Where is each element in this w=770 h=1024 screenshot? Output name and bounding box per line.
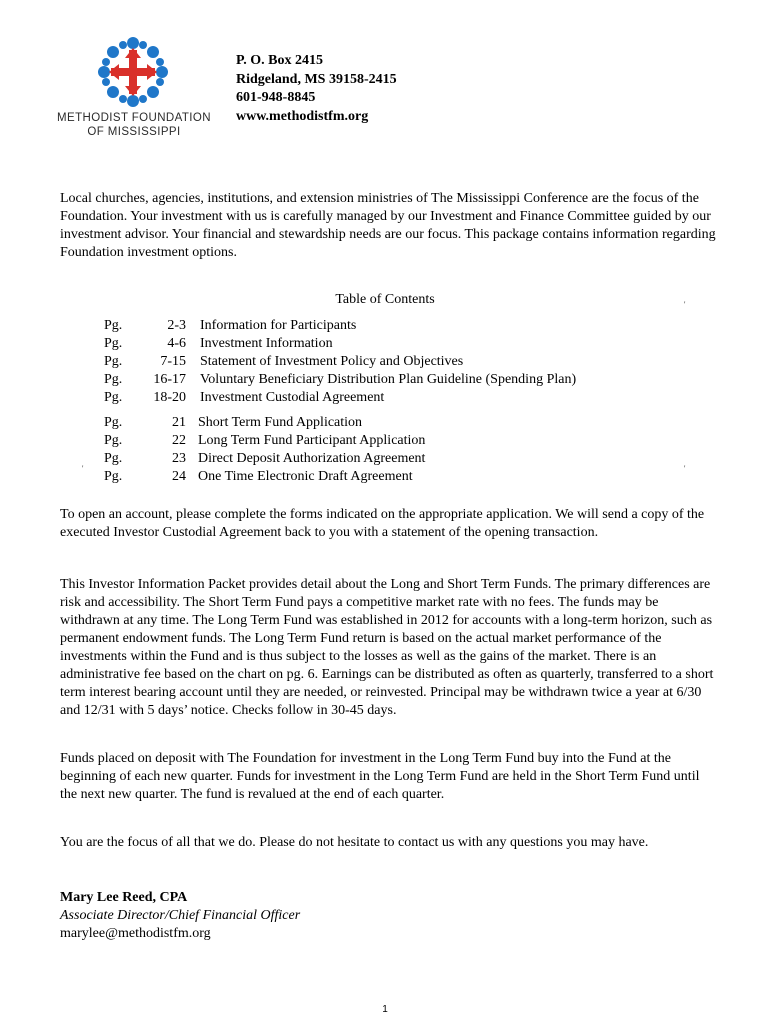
scan-mark: ' xyxy=(82,464,84,473)
funds-paragraph: Funds placed on deposit with The Foundation for investment in the Long Term Fund buy into the Fund at the beginning of each new quarter. Funds for investment in the Long Term Fund are held in the Short Term Fund until the next new quarter. The fund is revalued at the end of each quarter. xyxy=(60,751,700,802)
open-account-paragraph: To open an account, please complete the forms indicated on the appropriate application. We will send a copy of the executed Investor Custodial Agreement back to you with a statement of the opening transaction. xyxy=(60,507,705,540)
toc-pages: 4-6 xyxy=(167,336,186,351)
toc-pages: 16-17 xyxy=(153,372,186,387)
toc-pages: 24 xyxy=(172,469,186,484)
signer-email[interactable]: marylee@methodistfm.org xyxy=(60,926,211,941)
toc-pages: 21 xyxy=(172,415,186,430)
toc-pages: 23 xyxy=(172,451,186,466)
cross-emblem-icon xyxy=(96,36,170,108)
toc-description: Long Term Fund Participant Application xyxy=(198,433,426,448)
intro-paragraph: Local churches, agencies, institutions, and extension ministries of The Mississippi Conference are the focus of the Foundation. Your investment with us is carefully managed by our Investment and Finance Committee guided by our investment advisor. Your financial and stewardship needs are our focus. This package contains information regarding Foundation investment options. xyxy=(60,191,716,260)
toc-pg-label: Pg. xyxy=(104,469,123,484)
closing-paragraph: You are the focus of all that we do. Please do not hesitate to contact us with any questions you may have. xyxy=(60,835,649,850)
toc-description: Information for Participants xyxy=(200,318,357,333)
signer-title: Associate Director/Chief Financial Officer xyxy=(60,908,301,923)
toc-description: Short Term Fund Application xyxy=(198,415,363,430)
packet-paragraph: This Investor Information Packet provides detail about the Long and Short Term Funds. The primary differences are risk and accessibility. The Short Term Fund pays a competitive market rate with no fees. The funds may be withdrawn at any time. The Long Term Fund was established in 2012 for accounts with a long-term horizon, such as permanent endowment funds. The Long Term Fund return is based on the actual market performance of the investments within the Fund and is thus subject to the losses as well as the gains of the market. There is an administrative fee based on the chart on pg. 6. Earnings can be distributed as often as quarterly, transferred to a short term interest bearing account until they are needed, or reinvested. Principal may be withdrawn twice a year at 6/30 and 12/31 with 5 days’ notice. Checks follow in 30-45 days. xyxy=(60,577,714,718)
toc-pg-label: Pg. xyxy=(104,433,123,448)
toc-pg-label: Pg. xyxy=(104,415,123,430)
toc-description: One Time Electronic Draft Agreement xyxy=(198,469,413,484)
phone-number: 601-948-8845 xyxy=(236,90,316,105)
toc-title: Table of Contents xyxy=(335,292,435,307)
toc-description: Investment Custodial Agreement xyxy=(200,390,385,405)
signer-name: Mary Lee Reed, CPA xyxy=(60,890,188,905)
org-name-line1: METHODIST FOUNDATION xyxy=(57,112,211,124)
toc-pages: 22 xyxy=(172,433,186,448)
toc-description: Voluntary Beneficiary Distribution Plan Guideline (Spending Plan) xyxy=(200,372,577,387)
address-block xyxy=(236,52,397,126)
toc-pages: 18-20 xyxy=(153,390,186,405)
toc-pages: 2-3 xyxy=(167,318,186,333)
foundation-logo xyxy=(54,36,214,146)
toc-pg-label: Pg. xyxy=(104,372,123,387)
scan-mark: ' xyxy=(684,464,686,473)
city-state-zip: Ridgeland, MS 39158-2415 xyxy=(236,71,397,87)
toc-pg-label: Pg. xyxy=(104,318,123,333)
page-number: 1 xyxy=(382,1004,388,1015)
toc-pg-label: Pg. xyxy=(104,354,123,369)
scan-mark: ' xyxy=(684,300,686,309)
toc-description: Statement of Investment Policy and Objectives xyxy=(200,354,464,369)
toc-pg-label: Pg. xyxy=(104,451,123,466)
toc-description: Investment Information xyxy=(200,336,333,351)
toc-pages: 7-15 xyxy=(160,354,186,369)
po-box: P. O. Box 2415 xyxy=(236,53,323,68)
toc-description: Direct Deposit Authorization Agreement xyxy=(198,451,426,466)
toc-pg-label: Pg. xyxy=(104,390,123,405)
toc-pg-label: Pg. xyxy=(104,336,123,351)
org-name-line2: OF MISSISSIPPI xyxy=(87,126,181,138)
website-link[interactable]: www.methodistfm.org xyxy=(236,108,369,124)
